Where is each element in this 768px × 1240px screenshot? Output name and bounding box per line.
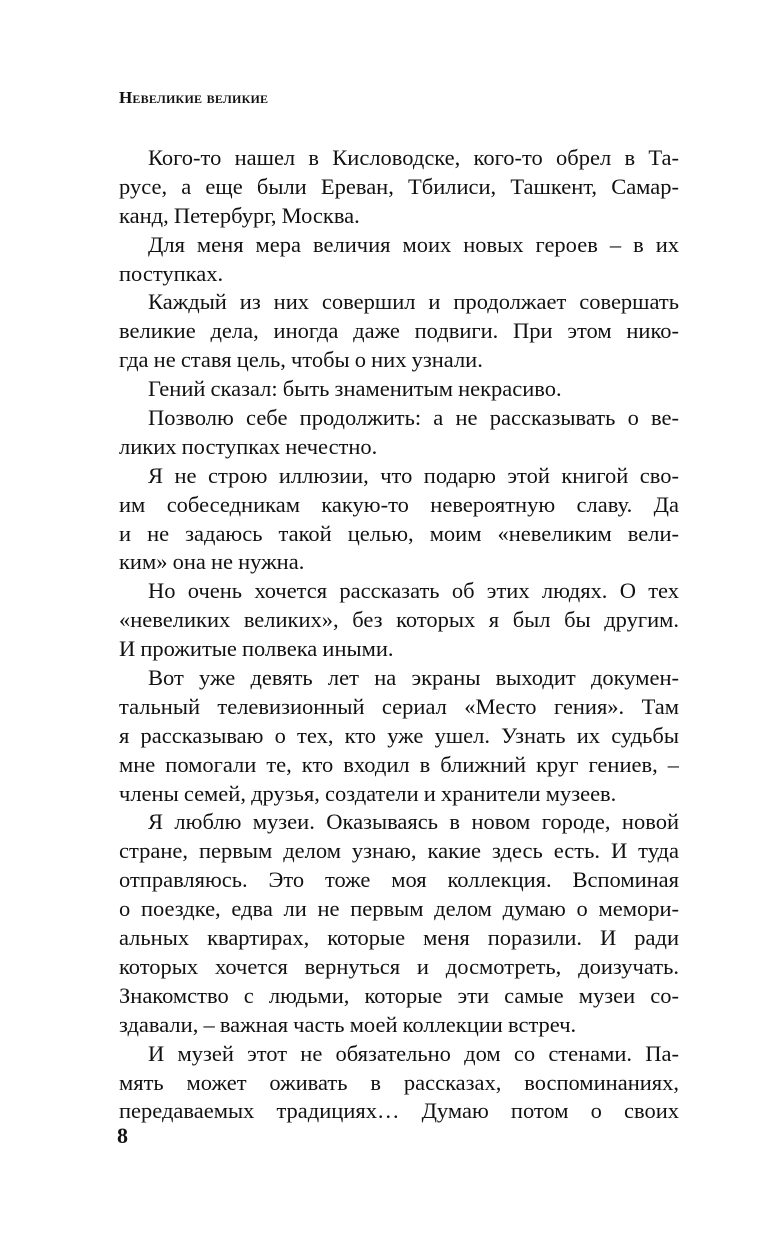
text-line: отправляюсь. Это тоже моя коллекция. Вспоминая [119, 867, 679, 893]
text-line: ким» она не нужна. [119, 549, 305, 575]
text-line: Кого-то нашел в Кисловодске, кого-то обрел в Та- [148, 145, 679, 170]
text-line: и не задаюсь такой целью, моим «невеликим вели- [119, 520, 679, 546]
text-line: я рассказываю о тех, кто уже ушел. Узнать их судьбы [119, 722, 679, 748]
text-line: альных квартирах, которые меня поразили. И ради [119, 925, 679, 951]
text-line: И прожитые полвека иными. [119, 636, 394, 662]
text-line: Но очень хочется рассказать об этих людях. О тех [148, 578, 679, 604]
text-line: им собеседникам какую-то невероятную славу. Да [119, 491, 679, 517]
text-line: Вот уже девять лет на экраны выходит докумен- [148, 665, 679, 691]
page-number: 8 [117, 1123, 128, 1148]
text-line: канд, Петербург, Москва. [119, 202, 360, 228]
text-line: гда не ставя цель, чтобы о них узнали. [119, 347, 483, 373]
text-line: Я не строю иллюзии, что подарю этой книгой сво- [148, 462, 679, 488]
text-line: русе, а еще были Ереван, Тбилиси, Ташкент, Самар- [119, 173, 679, 199]
text-line: И музей этот не обязательно дом со стенами. Па- [148, 1040, 679, 1066]
text-line: мне помогали те, кто входил в ближний круг гениев, – [119, 751, 679, 777]
text-line: члены семей, друзья, создатели и хранители музеев. [119, 780, 617, 806]
text-line: Я люблю музеи. Оказываясь в новом городе, новой [148, 809, 679, 835]
body-text [119, 144, 679, 1126]
text-line: Гений сказал: быть знаменитым некрасиво. [148, 376, 562, 402]
text-line: поступках. [119, 260, 224, 286]
text-line: передаваемых традициях… Думаю потом о своих [119, 1098, 679, 1124]
text-line: о поездке, едва ли не первым делом думаю о мемори- [119, 896, 679, 922]
text-line: Для меня мера величия моих новых героев – в их [148, 231, 679, 257]
text-line: стране, первым делом узнаю, какие здесь есть. И туда [119, 838, 679, 864]
text-line: Знакомство с людьми, которые эти самые музеи со- [119, 982, 679, 1008]
text-line: здавали, – важная часть моей коллекции встреч. [119, 1011, 577, 1037]
text-line: тальный телевизионный сериал «Место гения». Там [119, 693, 679, 719]
text-line: Каждый из них совершил и продолжает совершать [148, 289, 679, 315]
running-head: Невеликие великие [119, 88, 269, 107]
text-line: ликих поступках нечестно. [119, 433, 378, 459]
text-line: Позволю себе продолжить: а не рассказывать о ве- [148, 405, 679, 431]
text-line: великие дела, иногда даже подвиги. При этом нико- [119, 318, 679, 344]
text-line: которых хочется вернуться и досмотреть, доизучать. [119, 953, 679, 979]
text-line: «невеликих великих», без которых я был бы другим. [119, 607, 679, 633]
text-line: мять может оживать в рассказах, воспоминаниях, [119, 1069, 679, 1095]
